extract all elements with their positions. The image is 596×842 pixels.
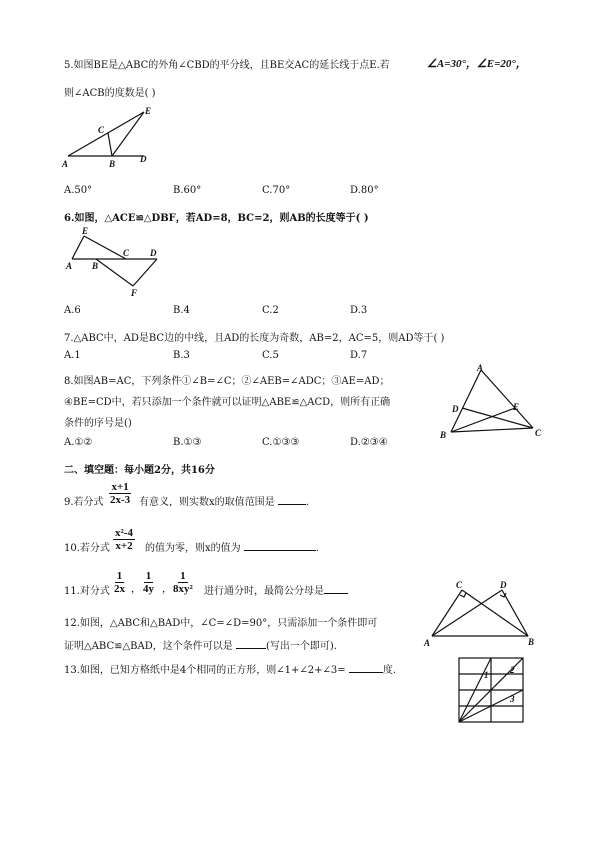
q12-line2-text: 证明△ABC≌△BAD，这个条件可以是 [64, 641, 233, 652]
q13-grid-figure [457, 656, 527, 726]
q9-numerator: x+1 [111, 481, 129, 493]
q13-angle-3: 3 [510, 694, 515, 704]
q11-f1-den: 2x [114, 583, 125, 595]
q6-label-e: E [82, 226, 89, 236]
q12-label-b: B [528, 637, 535, 647]
q11-f1-num: 1 [116, 570, 123, 582]
q13-angle-2: 2 [510, 665, 515, 675]
q11-f3-den: 8xy² [173, 583, 193, 595]
q11-fraction-3 [171, 570, 195, 595]
q5-label-e: E [145, 106, 152, 116]
q5-option-b[interactable]: B.60° [173, 185, 202, 196]
q6-triangle-figure [62, 226, 172, 298]
q11-f2-num: 1 [145, 570, 152, 582]
q6-option-d[interactable]: D.3 [350, 305, 368, 316]
q10-fraction [113, 527, 135, 552]
q11-sep-1: ， [131, 584, 141, 595]
q7-option-b[interactable]: B.3 [173, 350, 190, 361]
q10-suffix [145, 539, 319, 554]
q9-answer-blank[interactable] [278, 495, 306, 505]
q7-line1: 7.△ABC中，AD是BC边的中线，且AD的长度为奇数，AB=2，AC=5，则AD等于( ) [64, 333, 445, 344]
q12-triangle-figure [424, 578, 540, 650]
q13-end: 度. [382, 665, 397, 676]
section2-title: 二、填空题：每小题2分，共16分 [64, 465, 215, 476]
q12-label-c: C [456, 580, 463, 590]
q11-answer-blank[interactable] [324, 584, 348, 594]
q6-label-c: C [123, 248, 130, 258]
q13-answer-blank[interactable] [349, 663, 383, 673]
q11-f3-num: 1 [180, 570, 186, 582]
q5-line1 [64, 56, 390, 71]
q6-label-f: F [131, 288, 138, 298]
q8-line3: 条件的序号是() [64, 418, 132, 429]
q11-sep-2: ， [162, 584, 172, 595]
q8-option-b[interactable]: B.①③ [173, 437, 202, 448]
q7-option-c[interactable]: C.5 [262, 350, 279, 361]
q5-line2: 则∠ACB的度数是( ) [64, 88, 156, 99]
q8-option-a[interactable]: A.①② [64, 437, 93, 448]
q5-text: 5.如图BE是△ABC的外角∠CBD的平分线，且BE交AC的延长线于点E.若 [64, 60, 390, 71]
q11-fraction-1 [112, 570, 127, 595]
q8-label-a: A [477, 363, 484, 373]
q10-suffix-text: 的值为零，则x的值为 [145, 543, 241, 554]
q5-label-d: D [140, 154, 147, 164]
q5-label-c: C [98, 125, 105, 135]
q8-label-e: E [513, 402, 520, 412]
q6-label-a: A [66, 261, 73, 271]
q9-denominator: 2x-3 [110, 494, 131, 506]
q11-prefix: 11.对分式 [64, 586, 110, 597]
q12-label-a: A [424, 638, 431, 648]
q5-option-d[interactable]: D.80° [350, 185, 379, 196]
q10-numerator: x²-4 [115, 527, 133, 539]
q8-option-c[interactable]: C.①③③ [262, 437, 300, 448]
q9-end: . [305, 497, 310, 508]
q9-prefix: 9.若分式 [64, 497, 104, 508]
q6-line1: 6.如图，△ACE≌△DBF，若AD=8，BC=2，则AB的长度等于( ) [64, 213, 369, 224]
q10-answer-blank[interactable] [244, 541, 316, 551]
q11-fraction-2 [141, 570, 156, 595]
q12-line2 [64, 637, 337, 652]
q5-given-angles: ∠A=30°，∠E=20°， [427, 58, 527, 70]
q5-option-c[interactable]: C.70° [262, 185, 291, 196]
q10-end: . [315, 543, 320, 554]
q13-line1 [64, 661, 396, 676]
q8-option-d[interactable]: D.②③④ [350, 437, 388, 448]
q5-triangle-figure [62, 104, 182, 174]
q8-line2: ④BE=CD中，若只添加一个条件就可以证明△ABE≌△ACD，则所有正确 [64, 397, 391, 408]
q13-text: 13.如图，已知方格纸中是4个相同的正方形，则∠1+∠2+∠3= [64, 665, 346, 676]
q5-label-b: B [109, 159, 116, 169]
q6-option-b[interactable]: B.4 [173, 305, 190, 316]
q7-option-d[interactable]: D.7 [350, 350, 368, 361]
q8-triangle-figure [437, 362, 547, 442]
q12-label-d: D [500, 580, 507, 590]
q12-line2-end: (写出一个即可). [265, 641, 337, 652]
q5-option-a[interactable]: A.50° [64, 185, 93, 196]
q12-answer-blank[interactable] [236, 639, 266, 649]
q9-suffix [139, 493, 309, 508]
q7-option-a[interactable]: A.1 [64, 350, 81, 361]
q8-label-b: B [440, 430, 447, 440]
q6-option-c[interactable]: C.2 [262, 305, 279, 316]
q5-label-a: A [62, 159, 69, 169]
q8-line1: 8.如图AB=AC，下列条件①∠B=∠C；②∠AEB=∠ADC；③AE=AD； [64, 376, 390, 387]
q10-prefix: 10.若分式 [64, 543, 110, 554]
q12-line1: 12.如图，△ABC和△BAD中，∠C=∠D=90°，只需添加一个条件即可 [64, 618, 378, 629]
q13-angle-1: 1 [484, 670, 489, 680]
q6-option-a[interactable]: A.6 [64, 305, 81, 316]
q8-label-c: C [535, 428, 542, 438]
q11-suffix [204, 582, 348, 597]
q8-label-d: D [452, 404, 459, 414]
q6-label-d: D [150, 248, 157, 258]
q9-suffix-text: 有意义，则实数x的取值范围是 [139, 497, 275, 508]
q9-fraction [108, 481, 132, 506]
q11-suffix-text: 进行通分时，最简公分母是 [204, 586, 324, 597]
q11-f2-den: 4y [143, 583, 154, 595]
q10-denominator: x+2 [115, 540, 133, 552]
q6-label-b: B [92, 261, 99, 271]
